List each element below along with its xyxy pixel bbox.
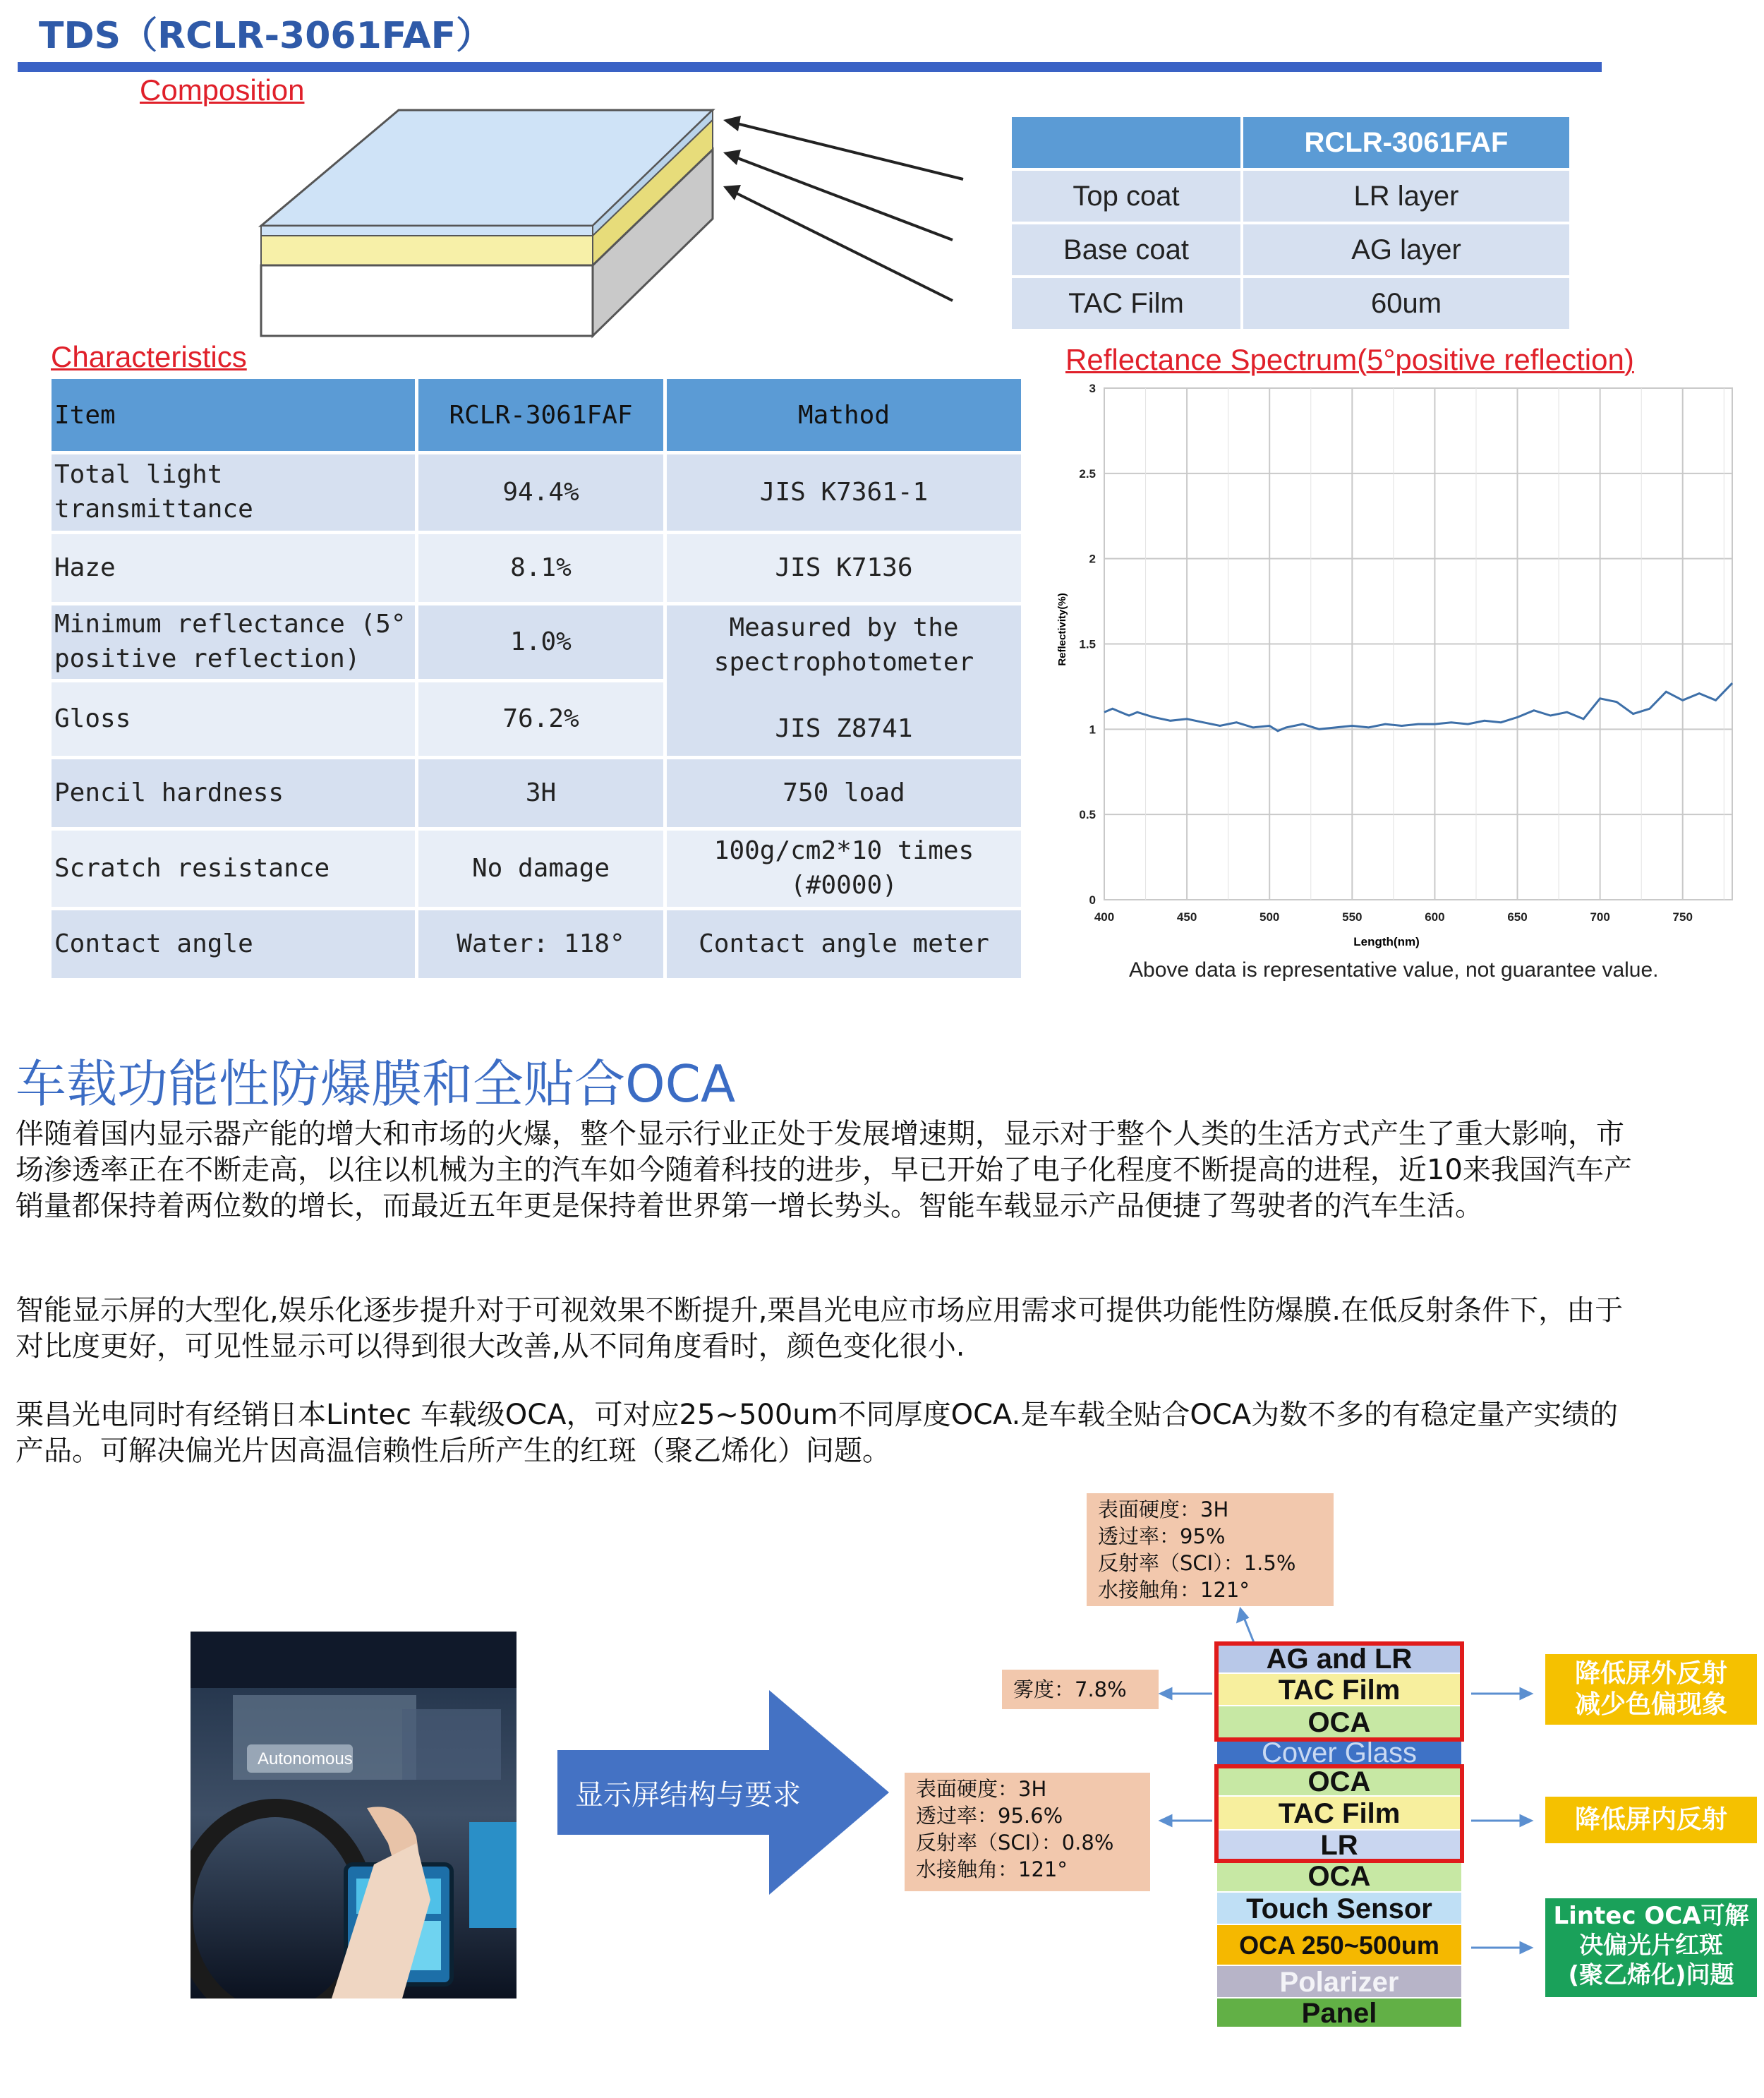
table-row bbox=[52, 534, 1021, 602]
char-value: 1.0% bbox=[418, 605, 663, 679]
benefit-box-lintec-oca bbox=[1545, 1898, 1757, 1997]
composition-layer-name: Base coat bbox=[1012, 224, 1240, 275]
composition-row bbox=[1012, 224, 1569, 275]
page-title: TDS（RCLR-3061FAF） bbox=[39, 15, 493, 57]
composition-table bbox=[1009, 114, 1572, 332]
char-value: 94.4% bbox=[418, 454, 663, 531]
chart-x-axis-label: Length(nm) bbox=[1353, 935, 1420, 948]
layer-cover-glass: Cover Glass bbox=[1217, 1739, 1461, 1767]
char-method: JIS K7361-1 bbox=[667, 454, 1021, 531]
layer-tac-film-top: TAC Film bbox=[1217, 1674, 1461, 1706]
chart-x-tick-label: 750 bbox=[1672, 910, 1693, 924]
composition-header: RCLR-3061FAF bbox=[1243, 117, 1569, 168]
benefit-line: 降低屏外反射 bbox=[1574, 1659, 1727, 1688]
composition-layer-illustration bbox=[254, 106, 974, 346]
highlight-inner-film bbox=[1214, 1764, 1464, 1863]
article-paragraph-2: 智能显示屏的大型化,娱乐化逐步提升对于可视效果不断提升,栗昌光电应市场应用需求可提供功能性防爆膜.在低反射条件下，由于对比度更好，可见性显示可以得到很大改善,从不同角度看时，颜色变化很小. bbox=[16, 1294, 1624, 1363]
chart-y-tick-label: 3 bbox=[1089, 382, 1096, 395]
layer-polarizer: Polarizer bbox=[1217, 1966, 1461, 1998]
composition-label: Composition bbox=[140, 73, 305, 107]
char-item: Haze bbox=[52, 534, 415, 602]
title-divider bbox=[18, 62, 1602, 72]
chart-grid bbox=[1104, 388, 1732, 900]
char-item: Scratch resistance bbox=[52, 831, 415, 907]
photo-caption: Autonomous bbox=[258, 1749, 353, 1768]
char-item: Contact angle bbox=[52, 910, 415, 978]
spec-line: 反射率（SCI）：1.5% bbox=[1098, 1551, 1296, 1575]
layer-tac-film-mid: TAC Film bbox=[1217, 1797, 1461, 1831]
layer-panel: Panel bbox=[1217, 1998, 1461, 2028]
haze-note: 雾度：7.8% bbox=[1002, 1670, 1159, 1709]
benefit-box-inner-reflection: 降低屏内反射 bbox=[1545, 1797, 1757, 1843]
char-method-merged bbox=[667, 605, 1021, 756]
char-item: Gloss bbox=[52, 682, 415, 756]
composition-table-corner bbox=[1012, 117, 1240, 168]
top-spec-note bbox=[1087, 1493, 1334, 1606]
chart-series-line bbox=[1104, 683, 1732, 731]
layer-oca-thick: OCA 250~500um bbox=[1217, 1925, 1461, 1966]
char-method: Contact angle meter bbox=[667, 910, 1021, 978]
char-method: 750 load bbox=[667, 759, 1021, 827]
benefit-line: 减少色偏现象 bbox=[1574, 1690, 1727, 1719]
composition-layer-name: TAC Film bbox=[1012, 278, 1240, 329]
chart-x-tick-label: 400 bbox=[1094, 910, 1115, 924]
char-header-method: Mathod bbox=[667, 379, 1021, 451]
chart-y-ticks bbox=[1079, 382, 1096, 907]
char-method: JIS Z8741 bbox=[775, 714, 913, 744]
spec-line: 表面硬度：3H bbox=[1098, 1497, 1229, 1521]
layer-touch-sensor: Touch Sensor bbox=[1217, 1893, 1461, 1925]
layer-lr: LR bbox=[1217, 1831, 1461, 1860]
chart-y-tick-label: 1.5 bbox=[1079, 637, 1096, 651]
spec-line: 反射率（SCI）：0.8% bbox=[916, 1831, 1114, 1855]
chart-y-tick-label: 2 bbox=[1089, 552, 1096, 566]
composition-row bbox=[1012, 278, 1569, 329]
chart-y-tick-label: 0.5 bbox=[1079, 808, 1096, 822]
article-paragraph-3: 栗昌光电同时有经销日本Lintec 车载级OCA，可对应25~500um不同厚度OCA.是车载全贴合OCA为数不多的有稳定量产实绩的产品。可解决偏光片因高温信赖性后所产生的红斑（聚乙烯化）问题。 bbox=[16, 1399, 1619, 1467]
article-title: 车载功能性防爆膜和全贴合OCA bbox=[16, 1054, 736, 1114]
chart-x-tick-label: 700 bbox=[1590, 910, 1610, 924]
table-row bbox=[52, 759, 1021, 827]
char-value: 3H bbox=[418, 759, 663, 827]
arrow-label: 显示屏结构与要求 bbox=[575, 1779, 801, 1811]
chart-y-tick-label: 2.5 bbox=[1079, 466, 1096, 481]
char-value: 8.1% bbox=[418, 534, 663, 602]
chart-y-tick-label: 1 bbox=[1089, 723, 1096, 737]
table-row bbox=[52, 605, 1021, 679]
char-value: Water: 118° bbox=[418, 910, 663, 978]
chart-x-tick-label: 650 bbox=[1507, 910, 1528, 924]
table-row bbox=[52, 831, 1021, 907]
composition-layer-value: AG layer bbox=[1243, 224, 1569, 275]
char-method: 100g/cm2*10 times (#0000) bbox=[667, 831, 1021, 907]
char-method: Measured by the spectrophotometer bbox=[713, 613, 974, 677]
characteristics-label: Characteristics bbox=[51, 340, 247, 373]
chart-x-tick-label: 600 bbox=[1425, 910, 1445, 924]
char-item: Minimum reflectance (5° positive reflection) bbox=[52, 605, 415, 679]
chart-x-ticks bbox=[1094, 910, 1693, 924]
char-header-value: RCLR-3061FAF bbox=[418, 379, 663, 451]
article-paragraph-1: 伴随着国内显示器产能的增大和市场的火爆，整个显示行业正处于发展增速期，显示对于整个人类的生活方式产生了重大影响，市场渗透率正在不断走高，以往以机械为主的汽车如今随着科技的进步，早已开始了电子化程度不断提高的进程，近10来我国汽车产销量都保持着两位数的增长，而最近五年更是保持着世界第一增长势头。智能车载显示产品便捷了驾驶者的汽车生活。 bbox=[16, 1118, 1632, 1222]
benefit-line: Lintec OCA可解 bbox=[1553, 1902, 1749, 1930]
layer-ag-lr: AG and LR bbox=[1217, 1644, 1461, 1674]
chart-x-tick-label: 500 bbox=[1259, 910, 1280, 924]
char-item: Pencil hardness bbox=[52, 759, 415, 827]
spec-line: 水接触角：121° bbox=[916, 1857, 1068, 1881]
spec-line: 透过率：95.6% bbox=[916, 1804, 1063, 1828]
spec-line: 水接触角：121° bbox=[1098, 1578, 1250, 1602]
composition-row bbox=[1012, 171, 1569, 222]
reflectance-chart bbox=[1037, 374, 1743, 953]
spec-line: 表面硬度：3H bbox=[916, 1777, 1047, 1801]
chart-title: Reflectance Spectrum(5°positive reflection) bbox=[1065, 343, 1634, 376]
chart-x-tick-label: 450 bbox=[1176, 910, 1197, 924]
chart-disclaimer: Above data is representative value, not guarantee value. bbox=[1129, 958, 1659, 982]
char-header-item: Item bbox=[52, 379, 415, 451]
composition-layer-value: LR layer bbox=[1243, 171, 1569, 222]
composition-layer-name: Top coat bbox=[1012, 171, 1240, 222]
characteristics-table bbox=[48, 375, 1025, 982]
chart-x-tick-label: 550 bbox=[1342, 910, 1363, 924]
chart-y-tick-label: 0 bbox=[1089, 893, 1096, 907]
middle-spec-note bbox=[905, 1773, 1150, 1891]
table-row bbox=[52, 910, 1021, 978]
layer-oca-lower: OCA bbox=[1217, 1860, 1461, 1893]
table-row bbox=[52, 454, 1021, 531]
benefit-line: (聚乙烯化)问题 bbox=[1568, 1961, 1734, 1989]
composition-layer-value: 60um bbox=[1243, 278, 1569, 329]
char-value: 76.2% bbox=[418, 682, 663, 756]
layer-oca-top: OCA bbox=[1217, 1706, 1461, 1739]
char-method: JIS K7136 bbox=[667, 534, 1021, 602]
car-dashboard-photo bbox=[191, 1632, 516, 1998]
char-value: No damage bbox=[418, 831, 663, 907]
layer-oca-mid: OCA bbox=[1217, 1767, 1461, 1797]
chart-y-axis-label: Reflectivity(%) bbox=[1056, 593, 1068, 666]
highlight-front-film bbox=[1214, 1641, 1464, 1742]
benefit-line: 决偏光片红斑 bbox=[1579, 1931, 1723, 1960]
spec-line: 透过率：95% bbox=[1098, 1524, 1226, 1548]
char-item: Total light transmittance bbox=[52, 454, 415, 531]
benefit-box-outer-reflection bbox=[1545, 1654, 1757, 1725]
